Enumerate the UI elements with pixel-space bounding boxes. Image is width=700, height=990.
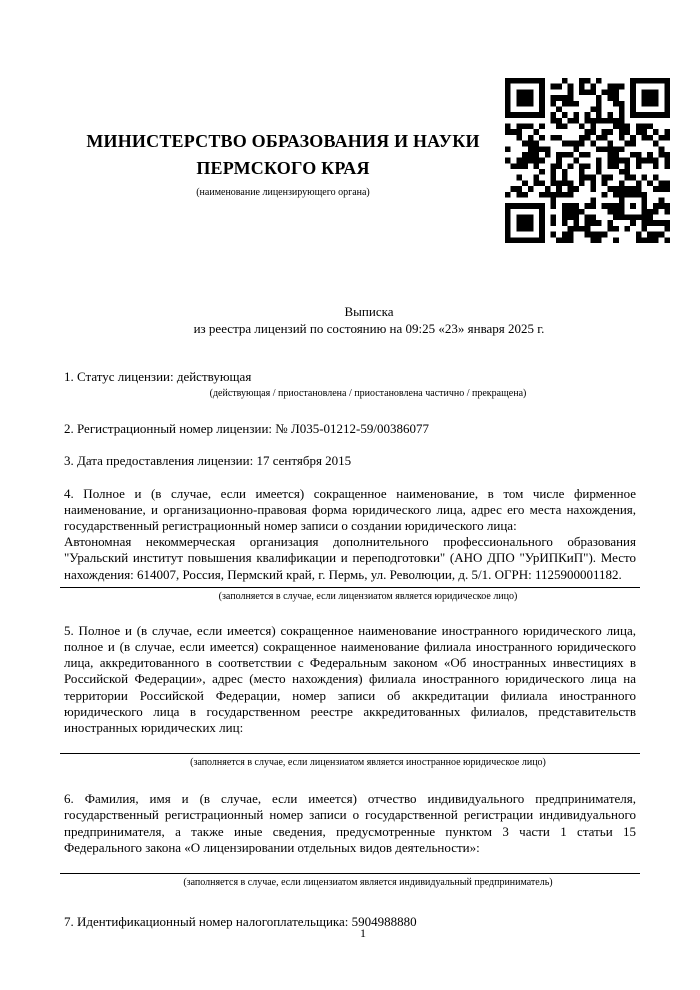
legal-entity-value: Автономная некоммерческая организация дополнительного профессионального образования "Уральский институт повышения квалификации и переподготовки" (АНО ДПО "УрИПКиП"). Место нахождения: 614007, Россия, Пермский край, г. Пермь, ул. Революции, д. 5/1. ОГРН: 1125900001182. bbox=[64, 534, 636, 582]
ministry-name-line1: МИНИСТЕРСТВО ОБРАЗОВАНИЯ И НАУКИ bbox=[86, 131, 480, 151]
foreign-entity-rule bbox=[60, 753, 640, 754]
document-title-line2: из реестра лицензий по состоянию на 09:25 «23» января 2025 г. bbox=[193, 321, 545, 336]
entrepreneur-label: 6. Фамилия, имя и (в случае, если имеется) отчество индивидуального предпринимателя, государственный регистрационный номер записи о государственной регистрации индивидуального предпринимателя, а также иные сведения, предусмотренные пунктом 3 части 1 статьи 15 Федерального закона «О лицензировании отдельных видов деятельности»: bbox=[64, 791, 636, 855]
document-title-line1: Выписка bbox=[344, 304, 394, 319]
licensing-authority-header bbox=[70, 128, 496, 199]
legal-entity-rule bbox=[60, 587, 640, 588]
document-title bbox=[64, 303, 636, 337]
entrepreneur-note: (заполняется в случае, если лицензиатом является индивидуальный предприниматель) bbox=[183, 877, 553, 889]
taxpayer-id-text: 7. Идентификационный номер налогоплательщика: 5904988880 bbox=[64, 914, 417, 930]
ministry-name-line2: ПЕРМСКОГО КРАЯ bbox=[196, 158, 370, 178]
foreign-entity-note: (заполняется в случае, если лицензиатом является иностранное юридическое лицо) bbox=[190, 757, 546, 769]
status-options-note: (действующая / приостановлена / приостановлена частично / прекращена) bbox=[209, 388, 527, 400]
legal-entity-note: (заполняется в случае, если лицензиатом является юридическое лицо) bbox=[218, 590, 518, 602]
license-status-item bbox=[64, 369, 636, 400]
qr-code-icon bbox=[505, 78, 670, 243]
foreign-entity-label: 5. Полное и (в случае, если имеется) сокращенное наименование иностранного юридического лица, полное и (в случае, если имеется) сокращенное наименование филиала иностранного юридического лица, аккредитованного в соответствии с Федеральным законом «Об иностранных инвестициях в Российской Федерации», адрес (место нахождения) филиала иностранного юридического лица на территории Российской Федерации, номер записи об аккредитации филиала иностранного юридического лица в государственном реестре аккредитованных филиалов, представительств иностранных юридических лиц: bbox=[64, 622, 636, 736]
license-date-item bbox=[64, 453, 636, 469]
foreign-entity-item bbox=[64, 623, 636, 769]
registration-number-text: 2. Регистрационный номер лицензии: № Л035-01212-59/00386077 bbox=[64, 421, 430, 437]
legal-entity-item bbox=[64, 486, 636, 603]
entrepreneur-rule bbox=[60, 873, 640, 874]
ministry-name-note: (наименование лицензирующего органа) bbox=[196, 187, 370, 198]
entrepreneur-item bbox=[64, 791, 636, 889]
registration-number-item bbox=[64, 421, 636, 437]
document-body bbox=[64, 303, 636, 930]
legal-entity-label: 4. Полное и (в случае, если имеется) сокращенное наименование, в том числе фирменное наименование, и организационно-правовая форма юридического лица, адрес его места нахождения, государственный регистрационный номер записи о создании юридического лица: bbox=[64, 485, 636, 534]
license-date-text: 3. Дата предоставления лицензии: 17 сентября 2015 bbox=[64, 453, 352, 469]
page-number: 1 bbox=[360, 926, 366, 940]
license-status-text: 1. Статус лицензии: действующая bbox=[64, 369, 252, 384]
